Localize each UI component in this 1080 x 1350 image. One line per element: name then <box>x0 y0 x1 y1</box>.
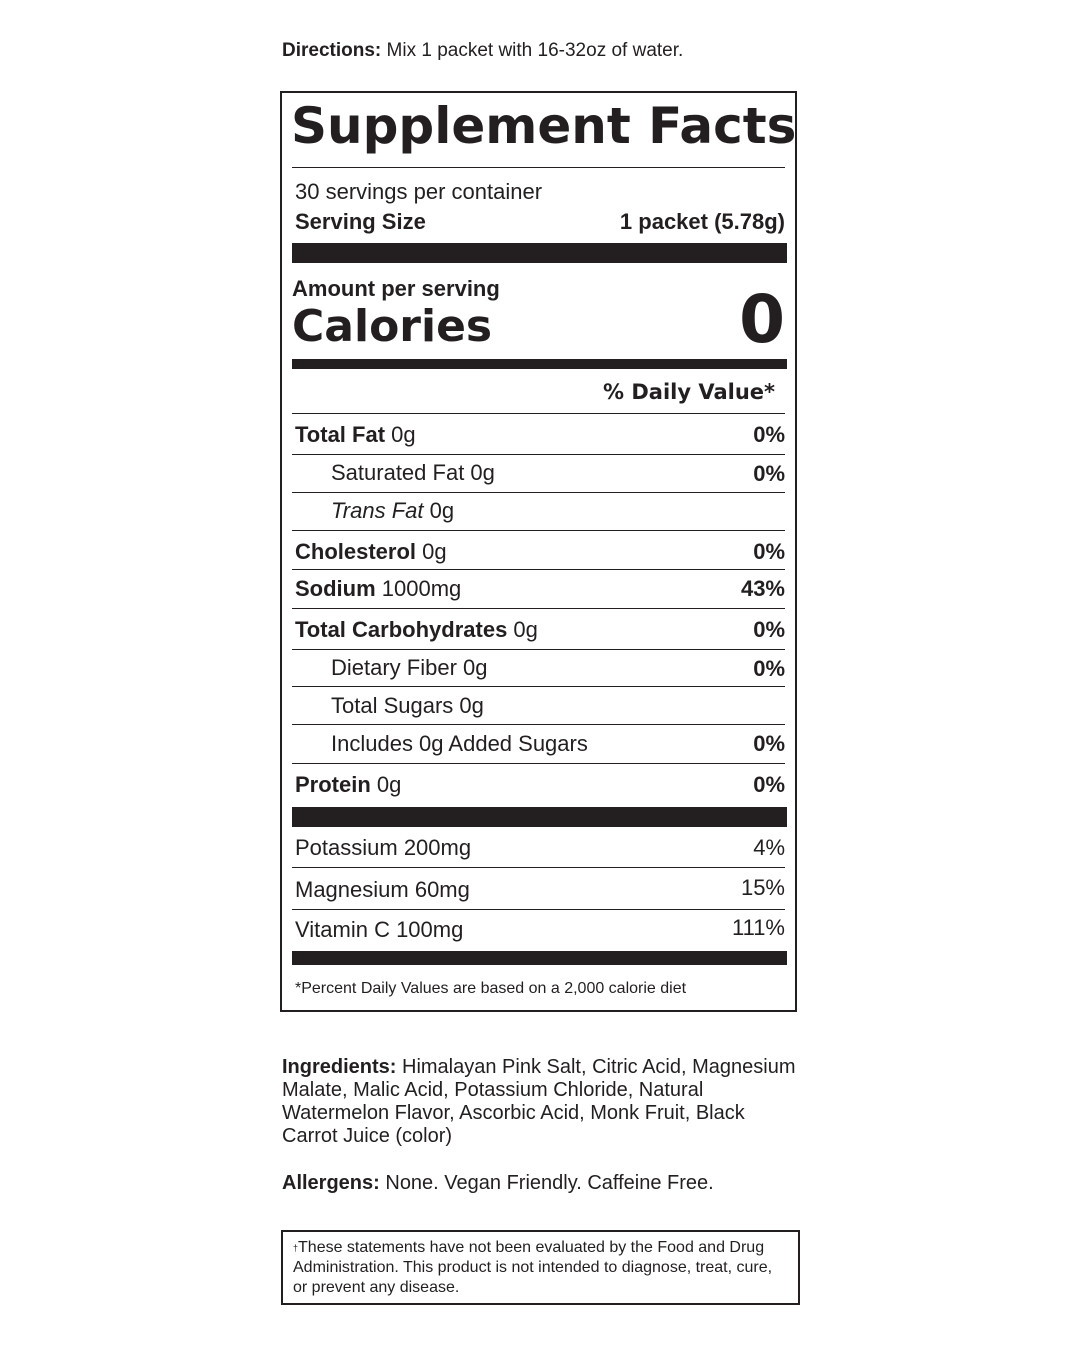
nutrient-name: Cholesterol <box>295 539 417 564</box>
serving-size-value: 1 packet (5.78g) <box>619 209 785 234</box>
divider <box>292 454 785 455</box>
daily-value-header: % Daily Value* <box>603 380 775 404</box>
dagger-mark: † <box>293 1243 299 1253</box>
divider <box>292 686 785 687</box>
nutrient-amount: 1000mg <box>375 576 462 601</box>
amount-per-serving: Amount per serving <box>292 276 500 301</box>
divider <box>292 909 785 910</box>
nutrient-trans-fat <box>331 498 454 524</box>
directions <box>282 40 683 62</box>
nutrient-cholesterol <box>295 539 447 565</box>
thick-divider <box>292 243 787 263</box>
allergens-label: Allergens: <box>282 1172 380 1194</box>
nutrient-sodium <box>295 576 461 602</box>
thick-divider <box>292 951 787 965</box>
dv-total-carbohydrates: 0% <box>753 617 785 642</box>
calories-label: Calories <box>292 301 493 352</box>
nutrient-amount: 0g <box>416 539 447 564</box>
dv-protein: 0% <box>753 772 785 797</box>
nutrient-amount: 0g <box>507 617 538 642</box>
nutrient-saturated-fat: Saturated Fat 0g <box>331 460 495 485</box>
dv-vitamin-c: 111% <box>731 915 785 940</box>
nutrient-magnesium: Magnesium 60mg <box>295 877 470 902</box>
fda-disclaimer <box>281 1230 800 1305</box>
serving-size-label: Serving Size <box>295 209 426 234</box>
dv-dietary-fiber: 0% <box>753 656 785 681</box>
nutrient-total-fat <box>295 422 416 448</box>
nutrient-name: Trans Fat <box>331 498 424 523</box>
divider <box>292 569 785 570</box>
ingredients <box>282 1056 802 1148</box>
nutrient-protein <box>295 772 401 798</box>
nutrient-total-sugars: Total Sugars 0g <box>331 693 484 718</box>
nutrient-name: Total Carbohydrates <box>295 617 508 642</box>
allergens <box>282 1172 714 1195</box>
ingredients-text: Himalayan Pink Salt, Citric Acid, Magnesium Malate, Malic Acid, Potassium Chloride, Natural Watermelon Flavor, Ascorbic Acid, Monk Fruit, Black Carrot Juice (color) <box>282 1056 796 1147</box>
nutrient-added-sugars: Includes 0g Added Sugars <box>331 731 588 756</box>
dv-potassium: 4% <box>753 835 785 860</box>
nutrient-name: Sodium <box>295 576 376 601</box>
divider <box>292 608 785 609</box>
divider <box>292 413 785 414</box>
divider <box>292 867 785 868</box>
panel-title: Supplement Facts <box>291 97 797 155</box>
nutrient-amount: 0g <box>423 498 455 523</box>
nutrient-name: Protein <box>295 772 371 797</box>
nutrient-vitamin-c: Vitamin C 100mg <box>295 917 464 942</box>
divider <box>292 530 785 531</box>
dv-magnesium: 15% <box>740 875 785 900</box>
dv-added-sugars: 0% <box>753 731 785 756</box>
dv-saturated-fat: 0% <box>753 461 785 486</box>
nutrient-name: Total Fat <box>295 422 386 447</box>
divider <box>292 167 785 168</box>
medium-divider <box>292 359 787 369</box>
nutrient-amount: 0g <box>385 422 416 447</box>
dv-total-fat: 0% <box>753 422 785 447</box>
directions-text: Mix 1 packet with 16-32oz of water. <box>381 40 684 61</box>
divider <box>292 724 785 725</box>
calories-value: 0 <box>739 281 785 358</box>
directions-label: Directions: <box>282 40 382 61</box>
ingredients-label: Ingredients: <box>282 1056 397 1078</box>
thick-divider <box>292 807 787 827</box>
disclaimer-text: These statements have not been evaluated by the Food and Drug Administration. This product is not intended to diagnose, treat, cure, or prevent any disease. <box>293 1239 773 1296</box>
nutrient-dietary-fiber: Dietary Fiber 0g <box>331 655 488 680</box>
allergens-text: None. Vegan Friendly. Caffeine Free. <box>379 1172 714 1194</box>
divider <box>292 492 785 493</box>
dv-cholesterol: 0% <box>753 539 785 564</box>
dv-sodium: 43% <box>740 576 785 601</box>
divider <box>292 649 785 650</box>
divider <box>292 763 785 764</box>
nutrient-amount: 0g <box>370 772 402 797</box>
supplement-facts-panel <box>280 91 797 1012</box>
nutrient-total-carbohydrates <box>295 617 538 643</box>
nutrient-potassium: Potassium 200mg <box>295 835 472 860</box>
servings-per-container: 30 servings per container <box>295 179 543 204</box>
daily-value-footnote: *Percent Daily Values are based on a 2,000 calorie diet <box>295 980 687 997</box>
